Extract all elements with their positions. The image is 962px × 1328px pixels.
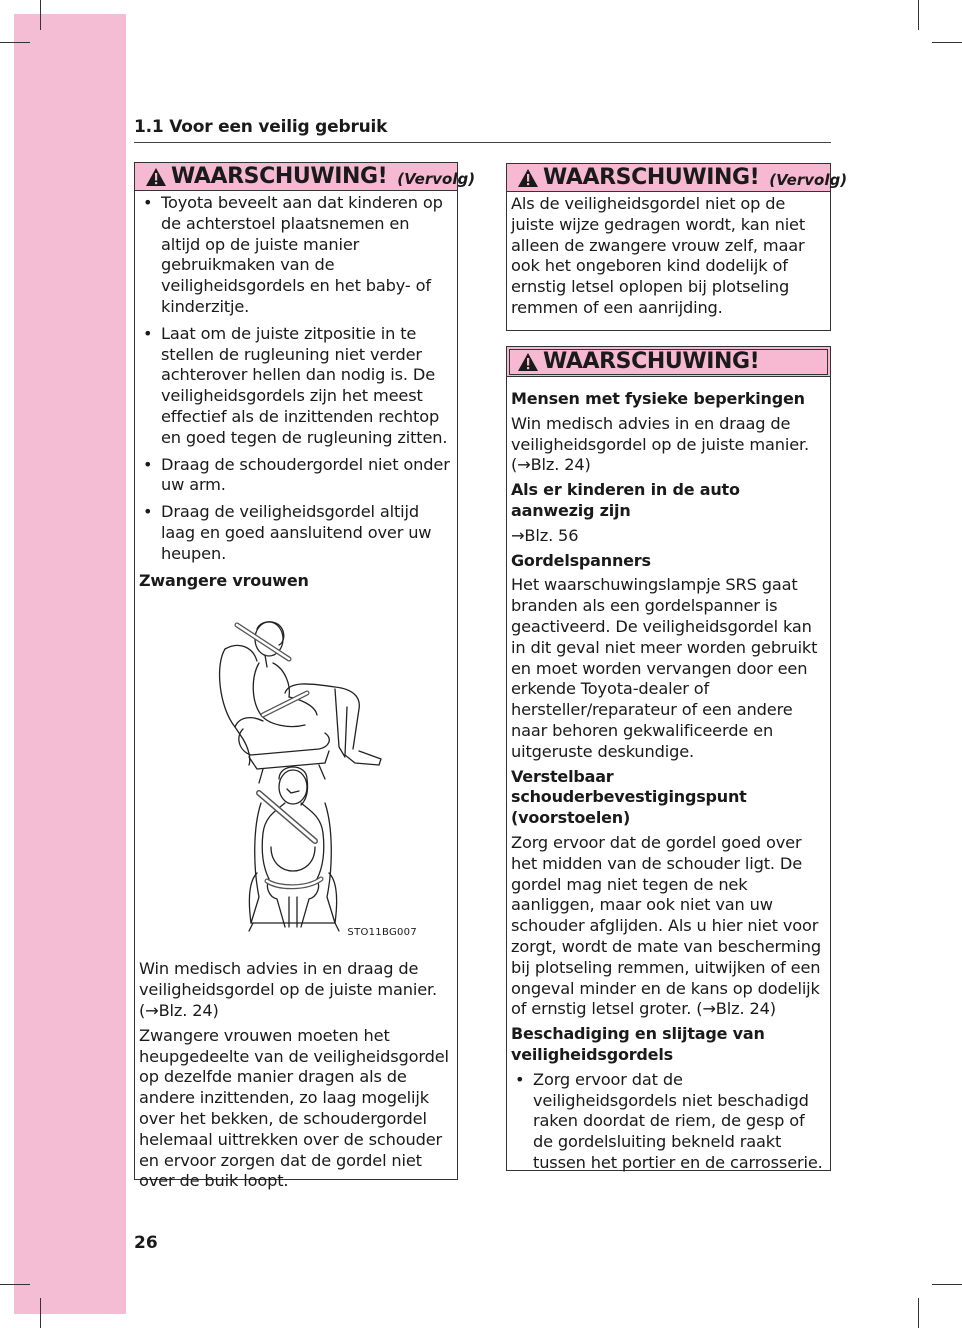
bullet-item: • Laat om de juiste zitpositie in te stellen de rugleuning niet verder achterover hellen dan nodig is. De veiligheidsgordels zijn het meest effectief als de inzittenden rechtop en goed tegen de rugleuning zitten. [139,324,453,449]
warning-triangle-icon [517,168,539,188]
section-title: 1.1 Voor een veilig gebruik [134,117,388,137]
crop-mark [40,0,41,30]
bullet-list [511,1070,826,1174]
crop-mark [918,0,919,30]
paragraph: Win medisch advies in en draag de veiligheidsgordel op de juiste manier. (→Blz. 24) [139,959,438,1020]
bullet-item: • Draag de schoudergordel niet onder uw arm. [139,455,453,497]
image-code: STO11BG007 [347,926,417,938]
crop-mark [932,42,962,43]
page-reference: →Blz. 56 [511,525,579,545]
warning-triangle-icon [517,352,539,372]
page-number: 26 [134,1233,158,1253]
crop-mark [932,1284,962,1285]
crop-mark [40,1298,41,1328]
warning-header [507,347,830,377]
warning-body [135,191,457,1202]
paragraph: Win medisch advies in en draag de veiligheidsgordel op de juiste manier. (→Blz. 24) [511,413,810,475]
warning-box-right [506,346,831,1171]
paragraph: Als de veiligheidsgordel niet op de juiste wijze gedragen wordt, kan niet alleen de zwangere vrouw zelf, maar ook het ongeboren kind dodelijk of ernstig letsel oplopen bij plotseling remmen of een aanrijding. [511,194,806,317]
subheading: Gordelspanners [511,550,651,570]
warning-subtitle: (Vervolg) [769,170,848,189]
bullet-list [139,193,453,565]
crop-mark [0,42,30,43]
warning-header [507,164,848,192]
subheading: Mensen met fysieke beperkingen [511,389,805,408]
warning-subtitle: (Vervolg) [397,169,476,188]
section-divider [134,142,831,143]
warning-title: WAARSCHUWING! [543,165,760,190]
subheading: Verstelbaar schouderbevestigingspunt (voorstoelen) [511,766,747,828]
warning-title: WAARSCHUWING! [171,164,388,189]
subheading: Als er kinderen in de auto aanwezig zijn [511,480,740,520]
paragraph: Het waarschuwingslampje SRS gaat branden als een gordelspanner is geactiveerd. De veiligheidsgordel kan in dit geval niet meer worden gebruikt en moet worden vervangen door een erkende Toyota-dealer of hersteller/reparateur of een andere naar behoren gekwalificeerde en uitgeruste deskundige. [511,575,818,761]
bullet-item: • Toyota beveelt aan dat kinderen op de achterstoel plaatsnemen en altijd op de juiste manier gebruikmaken van de veiligheidsgordels en het baby- of kinderzitje. [139,193,453,318]
warning-title: WAARSCHUWING! [543,349,760,374]
warning-triangle-icon [145,167,167,187]
bullet-item: • Zorg ervoor dat de veiligheidsgordels niet beschadigd raken doordat de riem, de gesp of de gordelsluiting bekneld raakt tussen het portier en de carrosserie. [511,1070,826,1174]
warning-body [507,192,830,329]
warning-box-left [134,162,476,1191]
illustration-drawing [139,597,455,947]
crop-mark [0,1284,30,1285]
warning-header [135,163,476,191]
illustration-pregnant-seatbelt [139,597,453,947]
paragraph: Zwangere vrouwen moeten het heupgedeelte van de veiligheidsgordel op dezelfde manier dragen als de andere inzittenden, zo laag mogelijk over het bekken, de schoudergordel helemaal uittrekken over de schouder en ervoor zorgen dat de gordel niet over de buik loopt. [139,1025,449,1191]
crop-mark [918,1298,919,1328]
subheading-pregnant: Zwangere vrouwen [139,570,309,590]
bullet-item: • Draag de veiligheidsgordel altijd laag en goed aansluitend over uw heupen. [139,502,453,564]
side-color-band [14,14,126,1314]
warning-body [507,377,830,1186]
subheading: Beschadiging en slijtage van veiligheidsgordels [511,1024,765,1064]
warning-box-right-continued [506,163,848,331]
paragraph: Zorg ervoor dat de gordel goed over het midden van de schouder ligt. De gordel mag niet tegen de nek aanliggen, maar ook niet van uw schouder afglijden. Als u hier niet voor zorgt, wordt de mate van bescherming bij plotseling remmen, uitwijken of een ongeval minder en de kans op dodelijk of ernstig letsel groter. (→Blz. 24) [511,832,821,1019]
